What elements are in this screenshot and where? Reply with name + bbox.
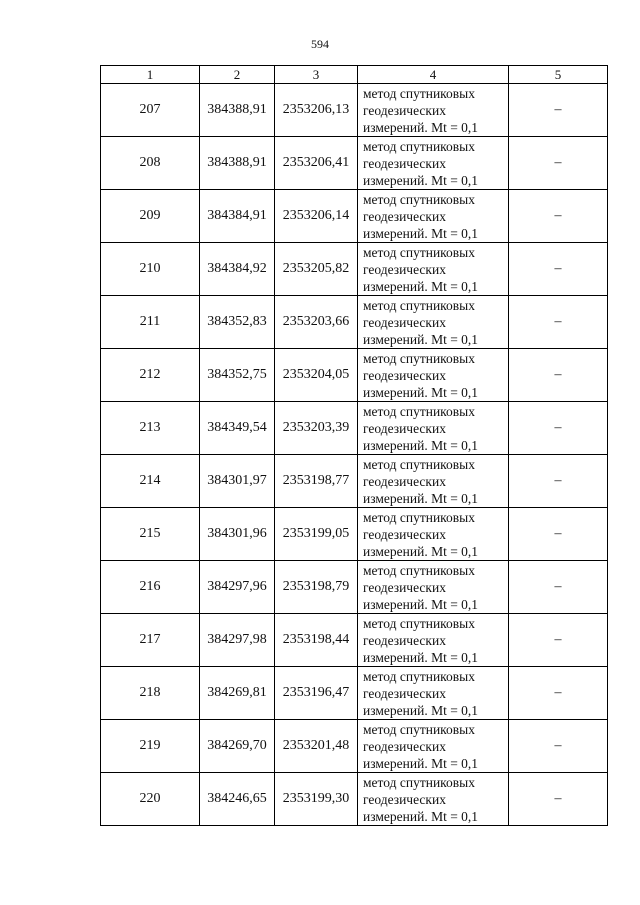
method-text-line: метод спутниковых	[363, 774, 475, 790]
method-cell	[358, 402, 509, 455]
column-header-2: 2	[200, 66, 275, 84]
method-text-line: измерений. Mt = 0,1	[363, 331, 479, 347]
x-coordinate-cell: 384269,70	[200, 720, 275, 773]
method-text-line: метод спутниковых	[363, 403, 475, 419]
method-text-line: геодезических	[363, 738, 446, 754]
point-number-cell: 220	[101, 773, 200, 826]
note-cell: –	[509, 84, 608, 137]
table-row	[101, 720, 608, 773]
note-cell: –	[509, 243, 608, 296]
method-text-line: измерений. Mt = 0,1	[363, 702, 479, 718]
point-number-cell: 209	[101, 190, 200, 243]
table-row	[101, 84, 608, 137]
method-text-line: измерений. Mt = 0,1	[363, 437, 479, 453]
method-text-line: измерений. Mt = 0,1	[363, 278, 479, 294]
point-number-cell: 210	[101, 243, 200, 296]
y-coordinate-cell: 2353196,47	[275, 667, 358, 720]
table-row	[101, 614, 608, 667]
y-coordinate-cell: 2353203,39	[275, 402, 358, 455]
method-text-line: геодезических	[363, 791, 446, 807]
method-text-line: метод спутниковых	[363, 721, 475, 737]
method-text-line: геодезических	[363, 261, 446, 277]
note-cell: –	[509, 508, 608, 561]
method-cell	[358, 84, 509, 137]
method-text-line: метод спутниковых	[363, 297, 475, 313]
method-cell	[358, 243, 509, 296]
method-cell	[358, 455, 509, 508]
method-text-line: геодезических	[363, 685, 446, 701]
y-coordinate-cell: 2353198,77	[275, 455, 358, 508]
method-text-line: метод спутниковых	[363, 668, 475, 684]
method-text-line: геодезических	[363, 102, 446, 118]
table-row	[101, 402, 608, 455]
point-number-cell: 213	[101, 402, 200, 455]
method-text-line: метод спутниковых	[363, 191, 475, 207]
note-cell: –	[509, 720, 608, 773]
point-number-cell: 208	[101, 137, 200, 190]
note-cell: –	[509, 455, 608, 508]
method-text-line: геодезических	[363, 579, 446, 595]
note-cell: –	[509, 349, 608, 402]
table-row	[101, 561, 608, 614]
method-text-line: измерений. Mt = 0,1	[363, 543, 479, 559]
method-text-line: измерений. Mt = 0,1	[363, 172, 479, 188]
method-text-line: метод спутниковых	[363, 562, 475, 578]
point-number-cell: 211	[101, 296, 200, 349]
y-coordinate-cell: 2353201,48	[275, 720, 358, 773]
method-text-line: измерений. Mt = 0,1	[363, 119, 479, 135]
point-number-cell: 217	[101, 614, 200, 667]
point-number-cell: 216	[101, 561, 200, 614]
method-text-line: измерений. Mt = 0,1	[363, 225, 479, 241]
y-coordinate-cell: 2353206,41	[275, 137, 358, 190]
method-cell	[358, 561, 509, 614]
column-header-5: 5	[509, 66, 608, 84]
table-row	[101, 137, 608, 190]
x-coordinate-cell: 384384,91	[200, 190, 275, 243]
note-cell: –	[509, 137, 608, 190]
table-header-row	[101, 66, 608, 84]
method-text-line: геодезических	[363, 155, 446, 171]
point-number-cell: 212	[101, 349, 200, 402]
method-text-line: измерений. Mt = 0,1	[363, 808, 479, 824]
method-text-line: метод спутниковых	[363, 350, 475, 366]
method-cell	[358, 296, 509, 349]
note-cell: –	[509, 402, 608, 455]
y-coordinate-cell: 2353203,66	[275, 296, 358, 349]
x-coordinate-cell: 384352,83	[200, 296, 275, 349]
y-coordinate-cell: 2353199,30	[275, 773, 358, 826]
method-text-line: метод спутниковых	[363, 615, 475, 631]
x-coordinate-cell: 384388,91	[200, 137, 275, 190]
point-number-cell: 207	[101, 84, 200, 137]
table-row	[101, 243, 608, 296]
table-row	[101, 508, 608, 561]
y-coordinate-cell: 2353199,05	[275, 508, 358, 561]
note-cell: –	[509, 296, 608, 349]
table-row	[101, 190, 608, 243]
method-text-line: метод спутниковых	[363, 85, 475, 101]
method-text-line: измерений. Mt = 0,1	[363, 596, 479, 612]
y-coordinate-cell: 2353206,13	[275, 84, 358, 137]
method-cell	[358, 667, 509, 720]
method-text-line: геодезических	[363, 208, 446, 224]
note-cell: –	[509, 614, 608, 667]
method-cell	[358, 137, 509, 190]
method-text-line: геодезических	[363, 314, 446, 330]
y-coordinate-cell: 2353205,82	[275, 243, 358, 296]
method-text-line: метод спутниковых	[363, 138, 475, 154]
method-cell	[358, 720, 509, 773]
method-cell	[358, 349, 509, 402]
method-text-line: метод спутниковых	[363, 456, 475, 472]
x-coordinate-cell: 384301,96	[200, 508, 275, 561]
method-cell	[358, 614, 509, 667]
column-header-3: 3	[275, 66, 358, 84]
column-header-1: 1	[101, 66, 200, 84]
x-coordinate-cell: 384269,81	[200, 667, 275, 720]
method-text-line: геодезических	[363, 526, 446, 542]
column-header-4: 4	[358, 66, 509, 84]
method-text-line: измерений. Mt = 0,1	[363, 755, 479, 771]
x-coordinate-cell: 384246,65	[200, 773, 275, 826]
x-coordinate-cell: 384349,54	[200, 402, 275, 455]
method-text-line: метод спутниковых	[363, 244, 475, 260]
method-text-line: измерений. Mt = 0,1	[363, 490, 479, 506]
method-text-line: геодезических	[363, 473, 446, 489]
note-cell: –	[509, 667, 608, 720]
x-coordinate-cell: 384301,97	[200, 455, 275, 508]
table-row	[101, 667, 608, 720]
y-coordinate-cell: 2353204,05	[275, 349, 358, 402]
method-text-line: геодезических	[363, 632, 446, 648]
table-row	[101, 296, 608, 349]
method-cell	[358, 190, 509, 243]
x-coordinate-cell: 384384,92	[200, 243, 275, 296]
x-coordinate-cell: 384297,98	[200, 614, 275, 667]
method-text-line: геодезических	[363, 367, 446, 383]
point-number-cell: 218	[101, 667, 200, 720]
note-cell: –	[509, 773, 608, 826]
method-text-line: геодезических	[363, 420, 446, 436]
note-cell: –	[509, 190, 608, 243]
coordinates-table	[100, 65, 608, 826]
method-text-line: измерений. Mt = 0,1	[363, 384, 479, 400]
x-coordinate-cell: 384297,96	[200, 561, 275, 614]
method-cell	[358, 773, 509, 826]
table-row	[101, 455, 608, 508]
method-cell	[358, 508, 509, 561]
page-number: 594	[311, 37, 329, 51]
y-coordinate-cell: 2353198,79	[275, 561, 358, 614]
x-coordinate-cell: 384388,91	[200, 84, 275, 137]
method-text-line: измерений. Mt = 0,1	[363, 649, 479, 665]
x-coordinate-cell: 384352,75	[200, 349, 275, 402]
method-text-line: метод спутниковых	[363, 509, 475, 525]
y-coordinate-cell: 2353206,14	[275, 190, 358, 243]
point-number-cell: 215	[101, 508, 200, 561]
point-number-cell: 214	[101, 455, 200, 508]
y-coordinate-cell: 2353198,44	[275, 614, 358, 667]
note-cell: –	[509, 561, 608, 614]
point-number-cell: 219	[101, 720, 200, 773]
table-row	[101, 349, 608, 402]
table-body	[101, 84, 608, 826]
table-row	[101, 773, 608, 826]
